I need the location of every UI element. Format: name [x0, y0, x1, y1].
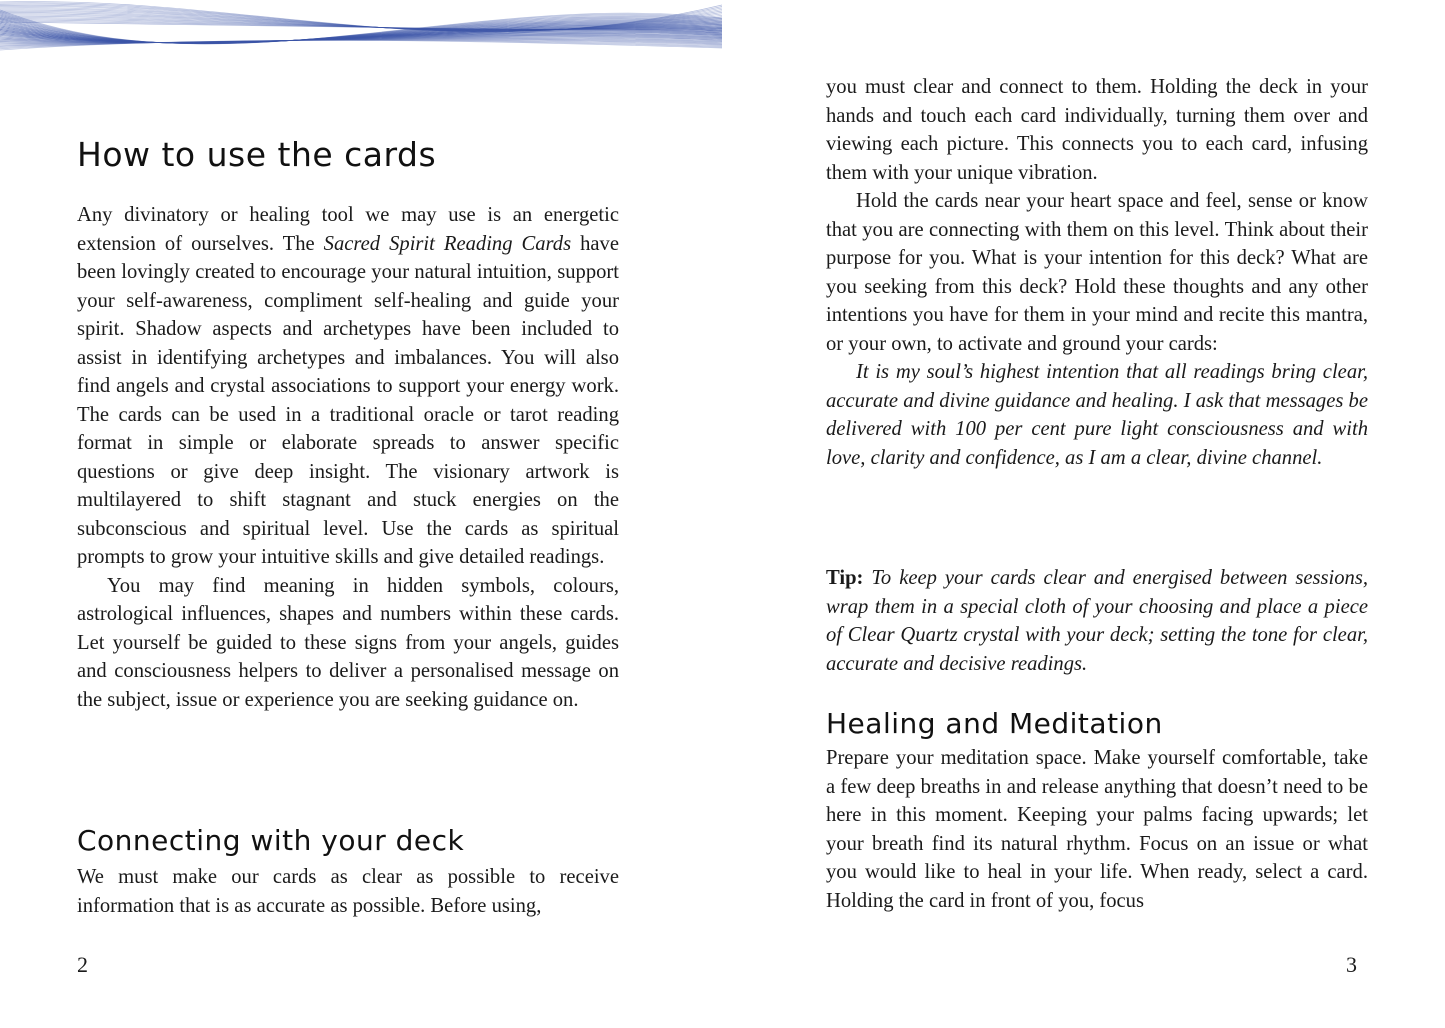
- symbols-paragraph: You may find meaning in hidden symbols, colours, astrological influences, shapes and numbers within these cards. Let yourself be guided to these signs from your angels, guides and consciousness helpers to deliver a personalised message on the subject, issue or experience you are seeking guidance on.: [77, 574, 619, 711]
- intro-text-start: Any divinatory or healing tool we may use is an energetic extension of ourselves. The: [77, 204, 619, 255]
- page-title: How to use the cards: [77, 135, 437, 174]
- continued-section: [826, 73, 1368, 472]
- connecting-section: [77, 824, 619, 920]
- tip-paragraph: [826, 564, 1368, 678]
- continued-paragraph: you must clear and connect to them. Holding the deck in your hands and touch each card individually, turning them over and viewing each picture. This connects you to each card, infusing them with your unique vibration.: [826, 76, 1368, 184]
- connecting-paragraph: We must make our cards as clear as possible to receive information that is as accurate as possible. Before using,: [77, 866, 619, 917]
- page-number: 2: [77, 952, 88, 977]
- deck-name: Sacred Spirit Reading Cards: [323, 232, 572, 255]
- healing-section: [826, 707, 1368, 915]
- tip-section: [826, 564, 1368, 678]
- tip-text: To keep your cards clear and energised between sessions, wrap them in a special cloth of your choosing and place a piece of Clear Quartz crystal with your deck; setting the tone for clear, accurate and decisive readings.: [826, 567, 1368, 675]
- section-heading-connecting: Connecting with your deck: [77, 824, 465, 857]
- section-heading-healing: Healing and Meditation: [826, 707, 1163, 740]
- intro-paragraph: [77, 201, 619, 572]
- tip-label: Tip:: [826, 567, 864, 589]
- page-number: 3: [1346, 952, 1357, 977]
- left-page: [0, 0, 722, 1028]
- intention-paragraph: Hold the cards near your heart space and feel, sense or know that you are connecting with them on this level. Think about their purpose for you. What is your intention for this deck? What are you seeking from this deck? Hold these thoughts and any other intentions you have for them in your mind and recite this mantra, or your own, to activate and ground your cards:: [826, 190, 1368, 355]
- decorative-wave-banner: [0, 0, 722, 80]
- intro-section: [77, 201, 619, 714]
- mantra-paragraph: It is my soul’s highest intention that all readings bring clear, accurate and divine guidance and healing. I ask that messages be delivered with 100 per cent pure light consciousness and with love, clarity and confidence, as I am a clear, divine channel.: [826, 361, 1368, 469]
- healing-paragraph: Prepare your meditation space. Make yourself comfortable, take a few deep breaths in and release anything that doesn’t need to be here in this moment. Keeping your palms facing upwards; let your breath find its natural rhythm. Focus on an issue or what you would like to heal in your life. When ready, select a card. Holding the card in front of you, focus: [826, 747, 1368, 912]
- intro-text-end: have been lovingly created to encourage your natural intuition, support your self-awareness, compliment self-healing and guide your spirit. Shadow aspects and archetypes have been included to assist in identifying archetypes and imbalances. You will also find angels and crystal associations to support your energy work. The cards can be used in a traditional oracle or tarot reading format in simple or elaborate spreads to answer specific questions or give deep insight. The visionary artwork is multilayered to shift stagnant and stuck energies on the subconscious and spiritual level. Use the cards as spiritual prompts to grow your intuitive skills and give detailed readings.: [77, 232, 619, 568]
- right-page: [723, 0, 1445, 1028]
